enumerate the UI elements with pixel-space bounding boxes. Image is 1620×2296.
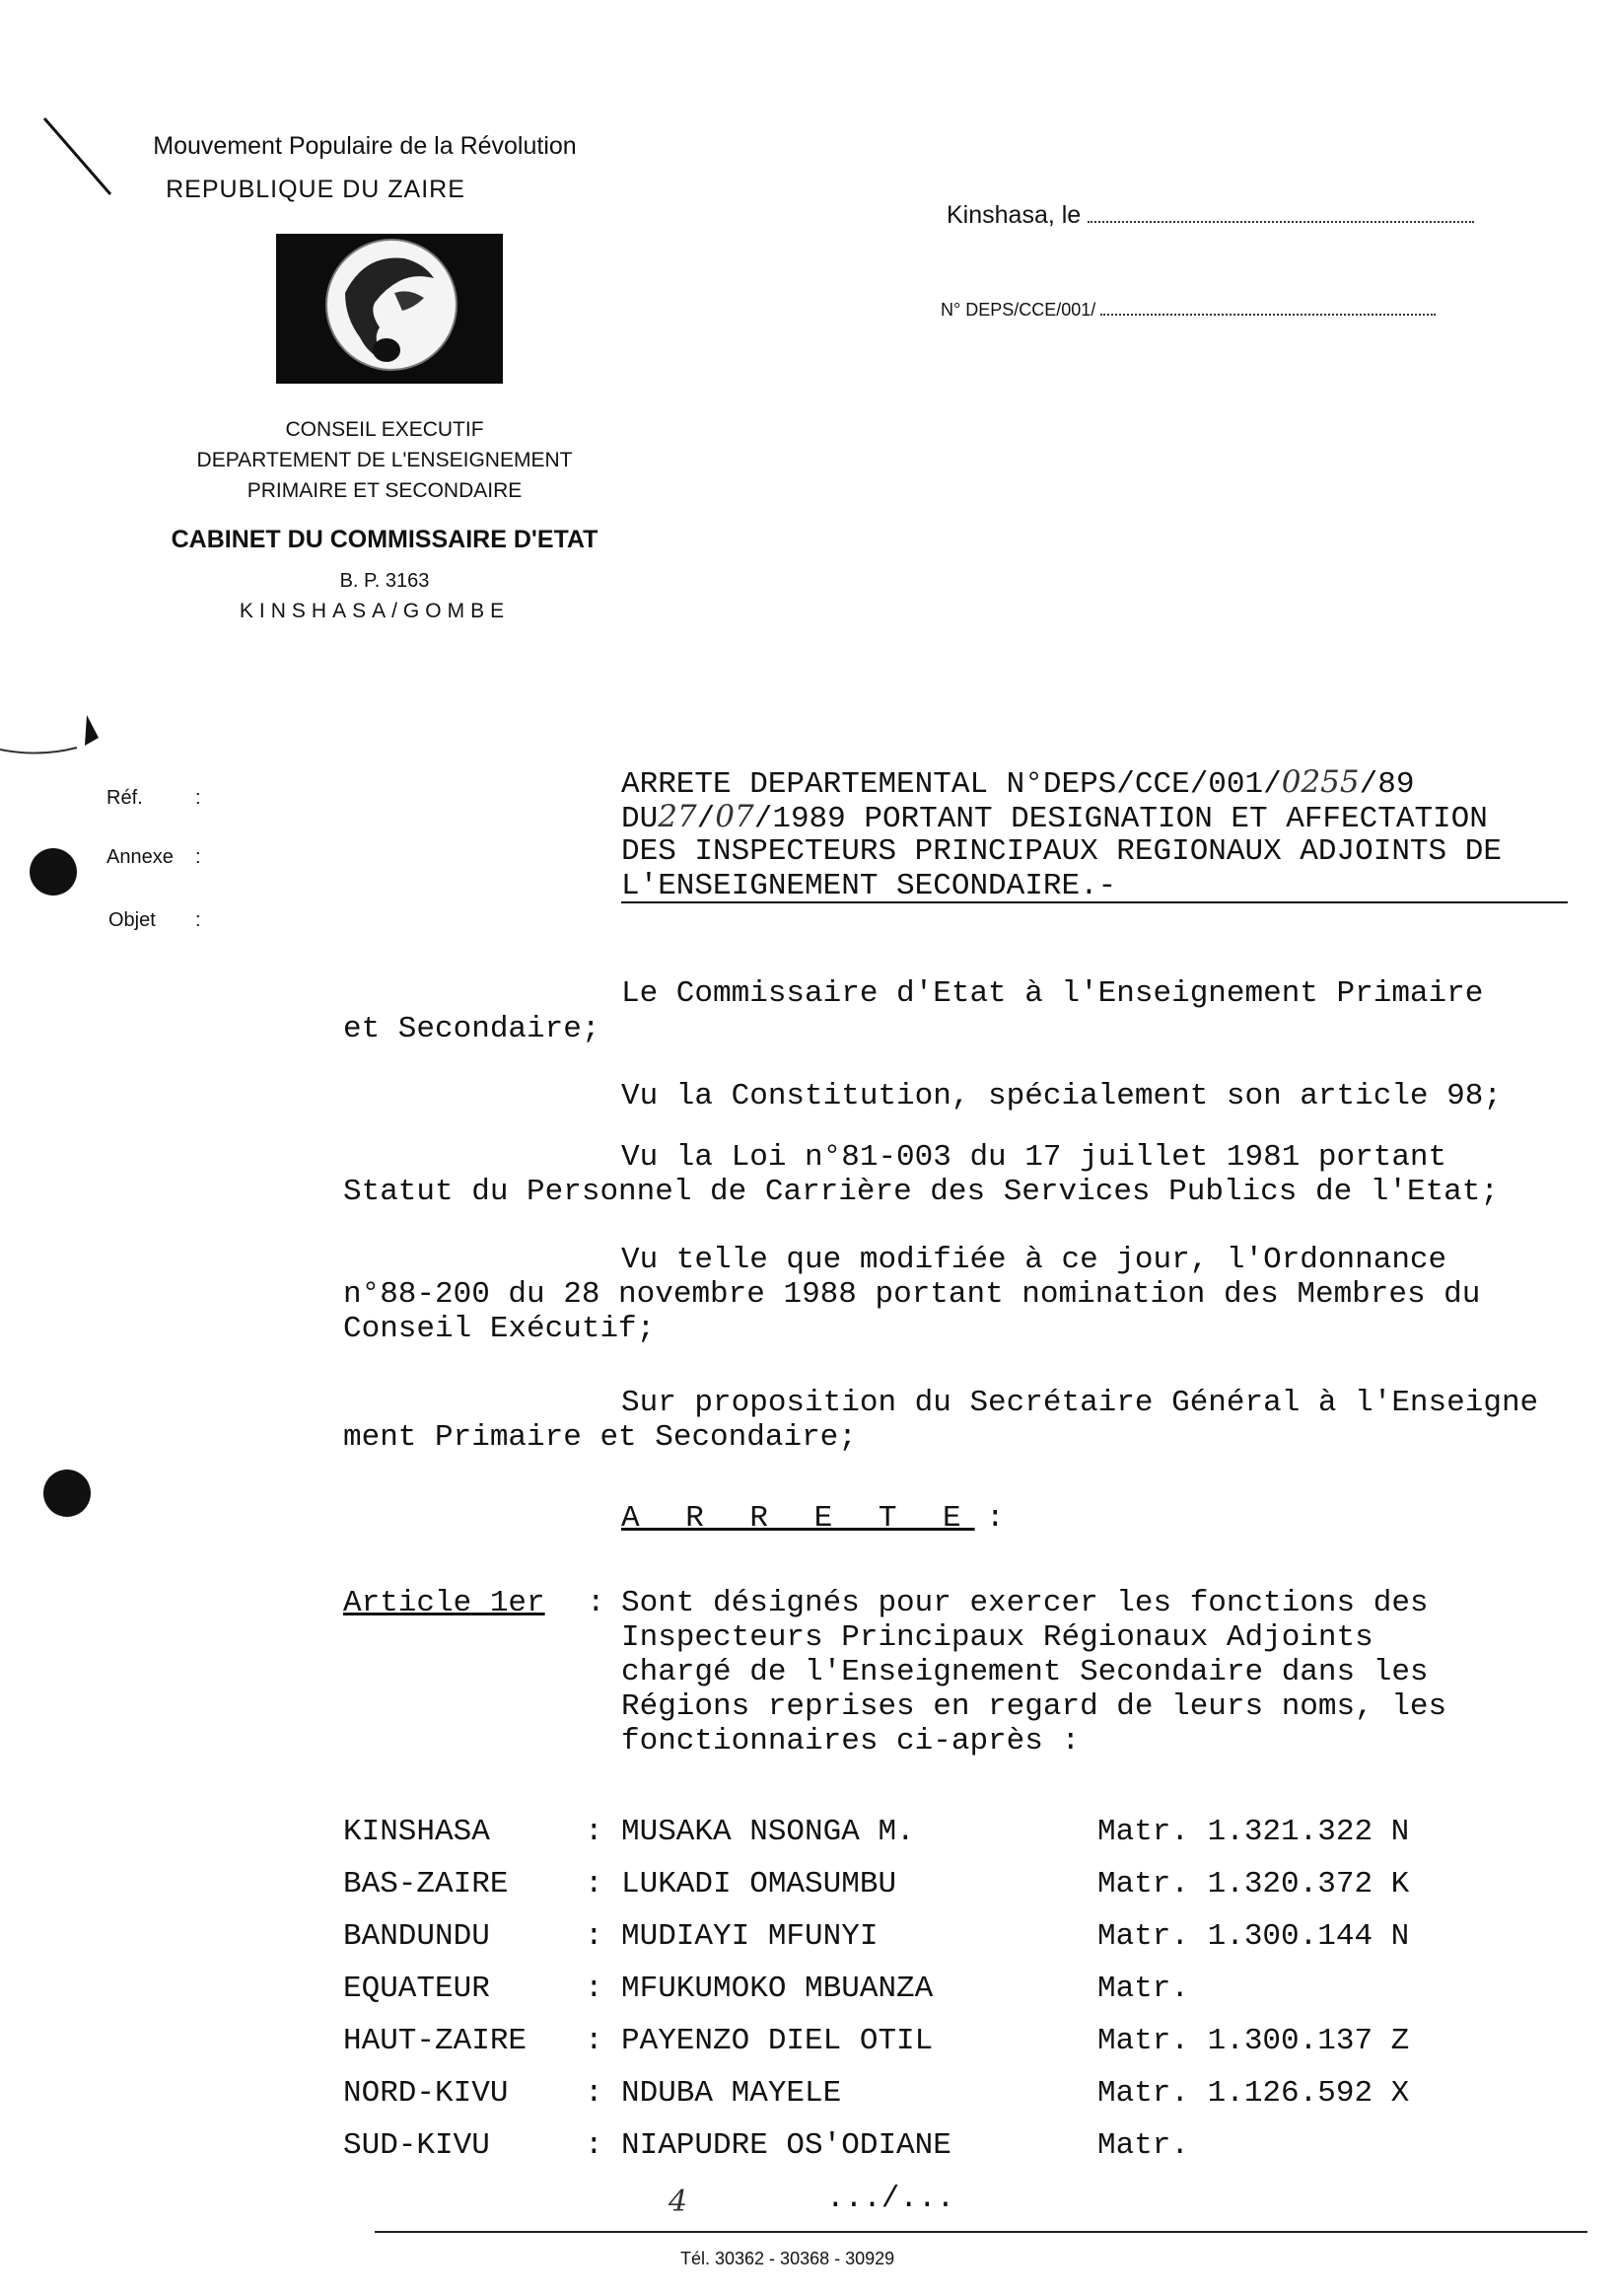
preamble-line: Sur proposition du Secrétaire Général à l'Enseigne <box>621 1386 1539 1420</box>
diagonal-stroke-mark <box>39 113 118 202</box>
preamble-line: Vu la Loi n°81-003 du 17 juillet 1981 portant <box>621 1140 1447 1175</box>
region-name: KINSHASA <box>343 1815 490 1849</box>
official-name: NDUBA MAYELE <box>621 2076 842 2111</box>
matricule: Matr. <box>1097 2128 1190 2163</box>
region-name: BAS-ZAIRE <box>343 1867 509 1901</box>
preamble-line: Le Commissaire d'Etat à l'Enseignement Primaire <box>621 976 1484 1011</box>
footer-rule <box>375 2231 1587 2233</box>
handwritten-month: 07 <box>715 799 754 834</box>
list-item <box>343 2076 1467 2116</box>
official-name: MUDIAYI MFUNYI <box>621 1919 879 1954</box>
preamble-line: Vu la Constitution, spécialement son article 98; <box>621 1079 1502 1113</box>
ref-colon: : <box>195 787 201 809</box>
council-line: CONSEIL EXECUTIF <box>285 418 484 441</box>
title-text: /1989 PORTANT DESIGNATION ET AFFECTATION <box>753 802 1488 836</box>
title-text: /89 <box>1359 767 1415 802</box>
list-item <box>343 1972 1467 2011</box>
council-line: DEPARTEMENT DE L'ENSEIGNEMENT <box>196 449 573 471</box>
title-text: DU <box>621 802 659 836</box>
pen-mark <box>0 700 108 769</box>
postal-box: B. P. 3163 <box>339 570 430 592</box>
region-name: SUD-KIVU <box>343 2128 490 2163</box>
council-line: PRIMAIRE ET SECONDAIRE <box>247 479 523 502</box>
footer-phone: Tél. 30362 - 30368 - 30929 <box>680 2249 895 2268</box>
matricule: Matr. <box>1097 1972 1190 2006</box>
list-item <box>343 2024 1467 2063</box>
article-1-line: chargé de l'Enseignement Secondaire dans les <box>621 1655 1429 1689</box>
annexe-label: Annexe <box>106 846 174 868</box>
title-text: / <box>696 802 716 836</box>
title-line-1 <box>621 765 1414 802</box>
place-date-label: Kinshasa, le <box>947 201 1082 229</box>
preamble-line: Vu telle que modifiée à ce jour, l'Ordonnance <box>621 1243 1447 1277</box>
reference-label: N° DEPS/CCE/001/ <box>941 300 1096 320</box>
objet-label: Objet <box>108 909 156 931</box>
article-1-line: Sont désignés pour exercer les fonctions des <box>621 1586 1429 1620</box>
region-name: NORD-KIVU <box>343 2076 509 2111</box>
annexe-colon: : <box>195 846 201 868</box>
objet-colon: : <box>195 909 201 931</box>
continuation-mark: .../... <box>826 2182 955 2216</box>
preamble-line: et Secondaire; <box>343 1012 600 1046</box>
official-name: PAYENZO DIEL OTIL <box>621 2024 934 2058</box>
row-colon: : <box>585 1815 603 1849</box>
article-1-line: Régions reprises en regard de leurs noms, les <box>621 1689 1447 1724</box>
date-fill-line <box>1088 221 1474 223</box>
official-name: MUSAKA NSONGA M. <box>621 1815 915 1849</box>
place-date-line <box>947 201 1474 230</box>
emblem-globe-icon <box>276 234 503 384</box>
article-1-colon: : <box>587 1586 605 1620</box>
article-1-line: Inspecteurs Principaux Régionaux Adjoints <box>621 1620 1373 1655</box>
matricule: Matr. 1.126.592 X <box>1097 2076 1410 2111</box>
article-1-line: fonctionnaires ci-après : <box>621 1724 1081 1758</box>
region-name: HAUT-ZAIRE <box>343 2024 528 2058</box>
row-colon: : <box>585 2076 603 2111</box>
matricule: Matr. 1.321.322 N <box>1097 1815 1410 1849</box>
official-name: MFUKUMOKO MBUANZA <box>621 1972 934 2006</box>
handwritten-mark: 4 <box>669 2185 688 2219</box>
preamble-line: ment Primaire et Secondaire; <box>343 1420 857 1455</box>
title-underline <box>621 901 1568 903</box>
article-1-label: Article 1er <box>343 1586 545 1620</box>
region-name: EQUATEUR <box>343 1972 490 2006</box>
emblem-logo <box>276 234 503 384</box>
official-name: LUKADI OMASUMBU <box>621 1867 897 1901</box>
cabinet-title: CABINET DU COMMISSAIRE D'ETAT <box>171 526 599 553</box>
row-colon: : <box>585 1919 603 1954</box>
matricule: Matr. 1.300.144 N <box>1097 1919 1410 1954</box>
movement-name: Mouvement Populaire de la Révolution <box>153 132 577 160</box>
row-colon: : <box>585 1867 603 1901</box>
republic-name: REPUBLIQUE DU ZAIRE <box>166 176 465 203</box>
title-line-3: DES INSPECTEURS PRINCIPAUX REGIONAUX ADJOINTS DE <box>621 834 1502 869</box>
council-block <box>108 414 661 506</box>
row-colon: : <box>585 2128 603 2163</box>
arrete-heading: A R R E T E <box>621 1501 975 1536</box>
punch-hole <box>30 848 77 896</box>
title-line-4: L'ENSEIGNEMENT SECONDAIRE.- <box>621 869 1117 903</box>
arrete-colon: : <box>986 1501 1005 1536</box>
region-name: BANDUNDU <box>343 1919 490 1954</box>
row-colon: : <box>585 1972 603 2006</box>
handwritten-day: 27 <box>658 799 697 834</box>
handwritten-number: 0255 <box>1281 764 1360 800</box>
punch-hole <box>43 1470 91 1517</box>
list-item <box>343 2128 1467 2168</box>
ref-label <box>106 787 143 810</box>
title-text: ARRETE DEPARTEMENTAL N°DEPS/CCE/001/ <box>621 767 1282 802</box>
reference-line <box>941 300 1436 321</box>
preamble-line: n°88-200 du 28 novembre 1988 portant nomination des Membres du <box>343 1277 1481 1312</box>
matricule: Matr. 1.320.372 K <box>1097 1867 1410 1901</box>
matricule: Matr. 1.300.137 Z <box>1097 2024 1410 2058</box>
list-item <box>343 1867 1467 1906</box>
city-line: KINSHASA/GOMBE <box>239 600 511 622</box>
list-item <box>343 1815 1467 1854</box>
ref-text: Réf. <box>106 787 143 809</box>
official-name: NIAPUDRE OS'ODIANE <box>621 2128 951 2163</box>
row-colon: : <box>585 2024 603 2058</box>
list-item <box>343 1919 1467 1959</box>
title-line-2 <box>621 800 1488 836</box>
reference-fill-line <box>1100 314 1436 316</box>
preamble-line: Conseil Exécutif; <box>343 1312 656 1346</box>
preamble-line: Statut du Personnel de Carrière des Services Publics de l'Etat; <box>343 1175 1499 1209</box>
